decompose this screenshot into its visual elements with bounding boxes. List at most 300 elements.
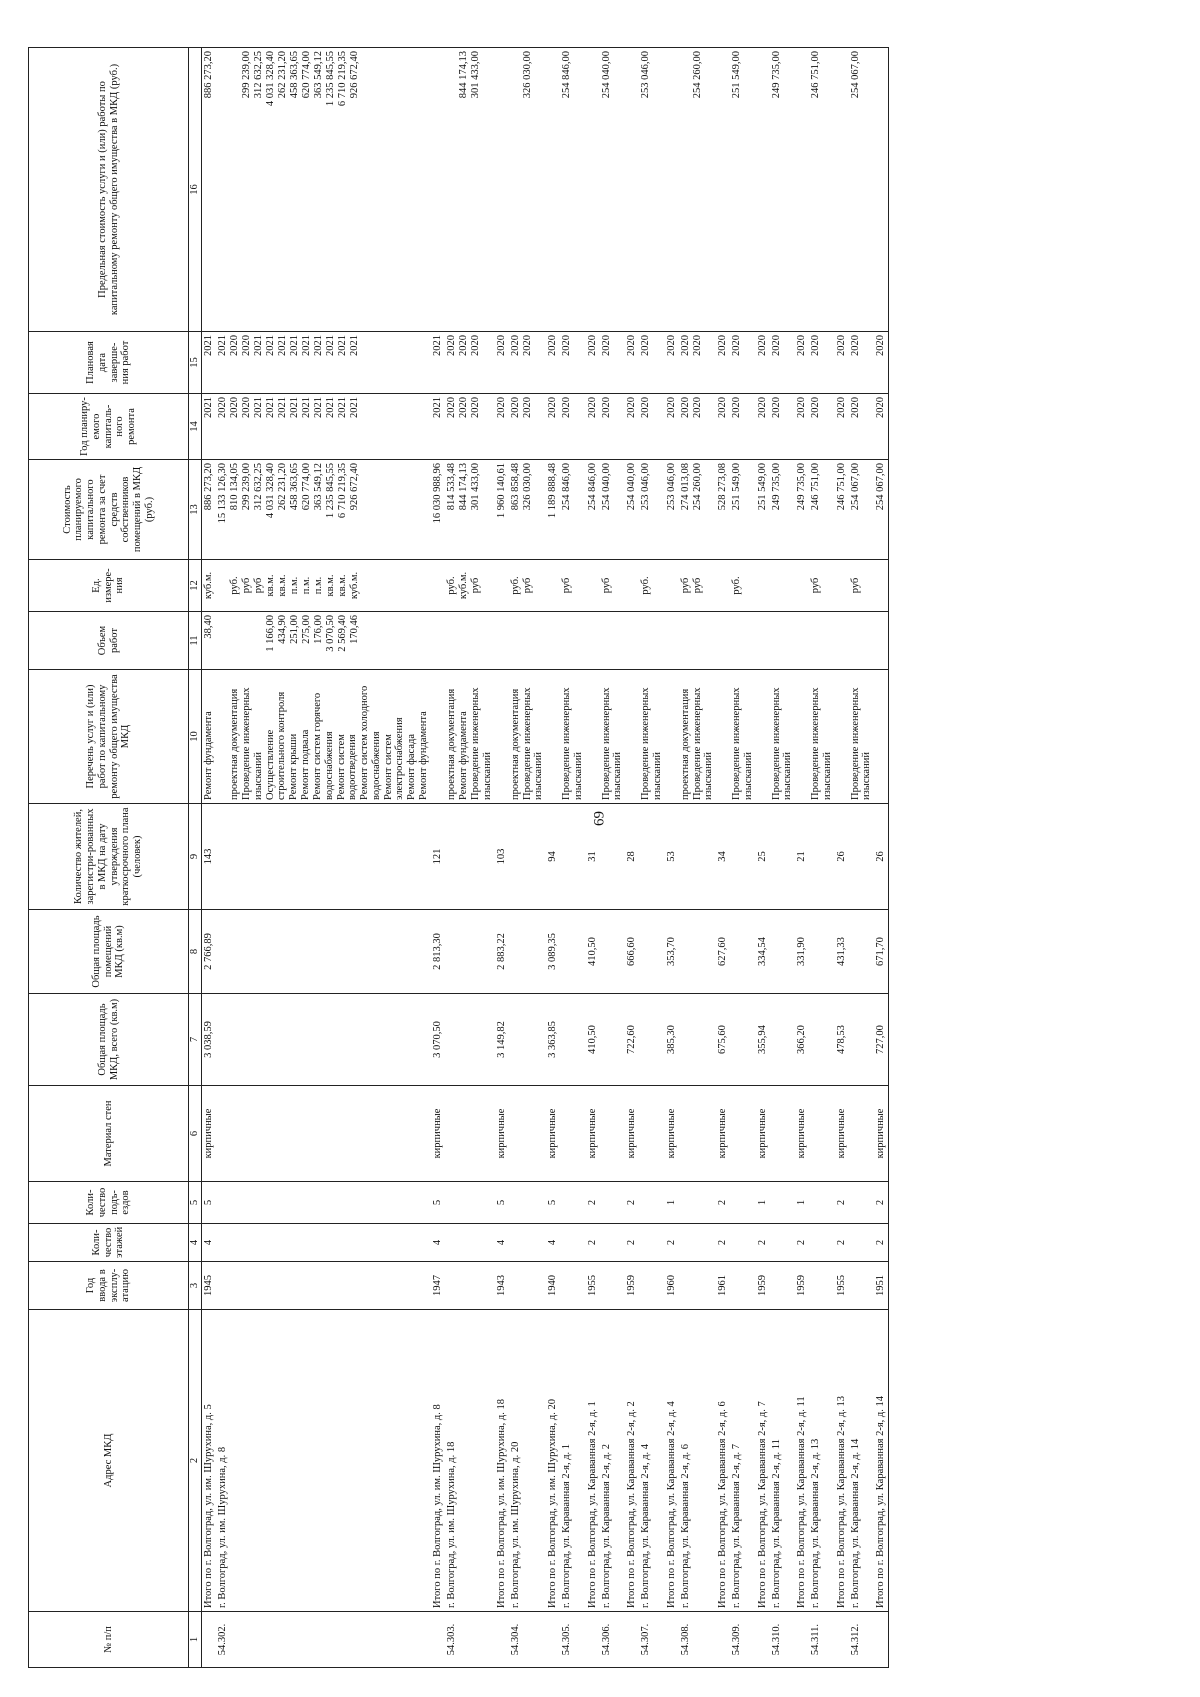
floors-cell <box>445 1224 495 1262</box>
works-cell <box>716 670 730 804</box>
works-cell <box>445 670 495 804</box>
unit-cell <box>600 560 626 612</box>
works-cell <box>770 670 796 804</box>
limit-cost-cell <box>560 48 586 332</box>
limit-cost-line: 1 235 845,55 <box>325 51 336 107</box>
row-number <box>495 1612 509 1668</box>
limit-cost-cell <box>600 48 626 332</box>
limit-cost-line: 254 067,00 <box>849 51 861 99</box>
volume-line <box>522 615 534 666</box>
premises-area-cell <box>770 910 796 994</box>
column-number: 2 <box>189 1310 202 1612</box>
limit-cost-cell <box>835 48 849 332</box>
wall-material-cell: кирпичные <box>874 1086 889 1182</box>
unit-line <box>875 563 887 608</box>
residents-cell: 103 <box>495 804 509 910</box>
total-area-cell: 675,60 <box>716 994 730 1086</box>
volume-line <box>510 615 522 666</box>
cost-line: 4 031 328,40 <box>265 463 276 519</box>
limit-cost-cell <box>770 48 796 332</box>
limit-cost-line <box>217 51 229 328</box>
works-line <box>875 673 887 800</box>
table-row <box>546 48 560 1668</box>
page-number: 69 <box>591 811 608 826</box>
cost-line: 863 858,48 <box>509 463 521 511</box>
floors-cell: 2 <box>795 1224 809 1262</box>
plan-year-line: 2020 <box>756 397 768 418</box>
end-date-line: 2020 <box>849 335 861 356</box>
limit-cost-line <box>717 51 729 328</box>
floors-cell <box>679 1224 717 1262</box>
limit-cost-cell <box>756 48 770 332</box>
limit-cost-line <box>796 51 808 328</box>
end-date-line: 2020 <box>731 335 742 356</box>
column-number: 4 <box>189 1224 202 1262</box>
cost-line: 886 273,20 <box>203 463 214 511</box>
premises-area-cell <box>216 910 431 994</box>
works-cell <box>546 670 560 804</box>
plan-year-cell <box>639 394 665 460</box>
unit-line: куб.м. <box>349 571 360 600</box>
end-date-cell <box>809 332 835 394</box>
year-cell: 1947 <box>431 1262 445 1310</box>
entrances-cell: 5 <box>546 1182 560 1224</box>
end-date-line: 2020 <box>561 335 572 356</box>
plan-year-line: 2020 <box>495 397 507 418</box>
total-area-cell: 727,00 <box>874 994 889 1086</box>
plan-year-line: 2020 <box>796 397 807 418</box>
volume-cell <box>874 612 889 670</box>
volume-line <box>666 615 678 666</box>
cost-line: 6 710 219,35 <box>337 463 348 519</box>
end-date-cell <box>509 332 547 394</box>
volume-cell <box>730 612 756 670</box>
end-date-line: 2020 <box>547 335 558 356</box>
limit-cost-cell <box>874 48 889 332</box>
premises-area-cell: 3 089,35 <box>546 910 560 994</box>
plan-year-line: 2020 <box>600 397 612 418</box>
plan-year-line: 2021 <box>253 397 264 418</box>
row-number <box>756 1612 770 1668</box>
wall-material-cell <box>679 1086 717 1182</box>
volume-line <box>810 615 822 666</box>
works-cell <box>202 670 217 804</box>
cost-line: 251 549,00 <box>756 463 768 511</box>
premises-area-cell <box>849 910 875 994</box>
address-cell: г. Волгоград, ул. Караванная 2-я, д. 14 <box>849 1310 875 1612</box>
cost-cell <box>730 460 756 560</box>
table-row <box>679 48 717 1668</box>
end-date-line: 2021 <box>301 335 312 356</box>
works-line: Проведение инженерных изысканий <box>691 687 715 800</box>
plan-year-line: 2021 <box>349 397 360 418</box>
table-row <box>495 48 509 1668</box>
plan-year-cell <box>730 394 756 460</box>
plan-year-cell <box>835 394 849 460</box>
table-row <box>835 48 849 1668</box>
limit-cost-line: 312 632,25 <box>253 51 264 99</box>
year-cell <box>639 1262 665 1310</box>
premises-area-cell: 671,70 <box>874 910 889 994</box>
unit-cell <box>835 560 849 612</box>
works-cell <box>509 670 547 804</box>
limit-cost-line <box>432 51 444 328</box>
limit-cost-cell <box>665 48 679 332</box>
premises-area-cell <box>730 910 756 994</box>
column-number: 13 <box>189 460 202 560</box>
plan-year-cell <box>600 394 626 460</box>
column-number: 16 <box>189 48 202 332</box>
row-number: 54.304. <box>509 1612 547 1668</box>
floors-cell <box>560 1224 586 1262</box>
works-cell <box>665 670 679 804</box>
end-date-line: 2020 <box>679 335 691 356</box>
wall-material-cell <box>560 1086 586 1182</box>
end-date-line: 2020 <box>770 335 782 356</box>
year-cell: 1959 <box>756 1262 770 1310</box>
volume-line <box>640 615 652 666</box>
table-row <box>625 48 639 1668</box>
entrances-cell: 2 <box>625 1182 639 1224</box>
works-line <box>666 673 678 800</box>
total-area-cell: 722,60 <box>625 994 639 1086</box>
total-area-cell <box>509 994 547 1086</box>
table-row <box>730 48 756 1668</box>
cost-line: 254 067,00 <box>849 463 861 511</box>
end-date-line: 2020 <box>756 335 768 356</box>
table-row <box>202 48 217 1668</box>
unit-cell <box>509 560 547 612</box>
limit-cost-line: 249 735,00 <box>770 51 782 99</box>
wall-material-cell <box>600 1086 626 1182</box>
premises-area-cell: 334,54 <box>756 910 770 994</box>
table-row <box>795 48 809 1668</box>
plan-year-line: 2020 <box>731 397 742 418</box>
plan-year-line: 2020 <box>810 397 821 418</box>
works-cell <box>849 670 875 804</box>
row-number <box>716 1612 730 1668</box>
end-date-cell <box>756 332 770 394</box>
works-line: Ремонт фундамента <box>458 711 469 800</box>
works-line: Проведение инженерных изысканий <box>810 687 833 800</box>
cost-line: 246 751,00 <box>835 463 847 511</box>
entrances-cell: 2 <box>874 1182 889 1224</box>
works-cell <box>835 670 849 804</box>
residents-cell: 25 <box>756 804 770 910</box>
cost-cell <box>216 460 431 560</box>
premises-area-cell: 666,60 <box>625 910 639 994</box>
unit-line: руб. <box>731 576 742 595</box>
end-date-line: 2021 <box>313 335 324 356</box>
plan-year-cell <box>216 394 431 460</box>
unit-line: руб <box>253 577 264 594</box>
cost-line: 312 632,25 <box>253 463 264 511</box>
total-area-cell: 366,20 <box>795 994 809 1086</box>
unit-cell <box>849 560 875 612</box>
end-date-cell <box>445 332 495 394</box>
table-row <box>639 48 665 1668</box>
limit-cost-line: 326 030,00 <box>521 51 533 99</box>
wall-material-cell <box>849 1086 875 1182</box>
residents-cell: 26 <box>874 804 889 910</box>
unit-line: руб. <box>229 576 240 595</box>
year-cell <box>679 1262 717 1310</box>
residents-cell <box>445 804 495 910</box>
unit-line: п.м. <box>301 576 312 595</box>
table-row <box>665 48 679 1668</box>
unit-cell <box>716 560 730 612</box>
cost-line: 1 960 140,61 <box>495 463 507 519</box>
unit-cell <box>679 560 717 612</box>
volume-line <box>217 615 229 666</box>
premises-area-cell <box>639 910 665 994</box>
premises-area-cell: 627,60 <box>716 910 730 994</box>
limit-cost-cell <box>809 48 835 332</box>
address-cell: г. Волгоград, ул. Караванная 2-я, д. 4 <box>639 1310 665 1612</box>
cost-cell <box>546 460 560 560</box>
row-number <box>202 1612 217 1668</box>
volume-cell <box>445 612 495 670</box>
total-area-cell: 410,50 <box>586 994 600 1086</box>
volume-line <box>731 615 743 666</box>
volume-line <box>561 615 573 666</box>
address-cell: г. Волгоград, ул. Караванная 2-я, д. 2 <box>600 1310 626 1612</box>
plan-year-line: 2020 <box>229 397 240 418</box>
end-date-line: 2020 <box>691 335 703 356</box>
limit-cost-line: 4 031 328,40 <box>265 51 276 107</box>
header-cell: Объем работ <box>29 612 189 670</box>
plan-year-line: 2020 <box>679 397 691 418</box>
unit-line: руб <box>691 577 703 594</box>
plan-year-line: 2020 <box>626 397 637 418</box>
end-date-cell <box>639 332 665 394</box>
address-cell: Итого по г. Волгоград, ул. Караванная 2-я, д. 2 <box>625 1310 639 1612</box>
limit-cost-line: 844 174,13 <box>458 51 469 99</box>
entrances-cell: 2 <box>716 1182 730 1224</box>
header-cell: Общая площадь МКД, всего (кв.м) <box>29 994 189 1086</box>
cost-line: 254 040,00 <box>600 463 612 511</box>
total-area-cell <box>600 994 626 1086</box>
works-line: Ремонт подвала <box>300 729 311 800</box>
works-line: Проведение инженерных изысканий <box>521 687 545 800</box>
works-line <box>626 673 638 800</box>
unit-cell <box>809 560 835 612</box>
plan-year-line: 2021 <box>265 397 276 418</box>
unit-cell <box>795 560 809 612</box>
column-number: 12 <box>189 560 202 612</box>
plan-year-line: 2021 <box>277 397 288 418</box>
limit-cost-line: 6 710 219,35 <box>337 51 348 107</box>
cost-cell <box>600 460 626 560</box>
volume-line <box>771 615 783 666</box>
cost-line: 254 040,00 <box>626 463 637 511</box>
residents-cell <box>509 804 547 910</box>
volume-line: 2 569,40 <box>337 615 348 652</box>
premises-area-cell <box>560 910 586 994</box>
table-row <box>216 48 431 1668</box>
works-line: Ремонт систем горячего водоснабжения <box>312 692 335 800</box>
volume-cell <box>679 612 717 670</box>
unit-line: руб <box>470 577 481 594</box>
works-cell <box>431 670 445 804</box>
volume-cell <box>835 612 849 670</box>
wall-material-cell: кирпичные <box>202 1086 217 1182</box>
plan-year-cell <box>560 394 586 460</box>
volume-cell <box>560 612 586 670</box>
volume-cell <box>546 612 560 670</box>
entrances-cell: 2 <box>586 1182 600 1224</box>
floors-cell <box>639 1224 665 1262</box>
year-cell <box>600 1262 626 1310</box>
works-line: Ремонт крыши <box>288 733 299 800</box>
works-cell <box>795 670 809 804</box>
end-date-line: 2020 <box>509 335 521 356</box>
limit-cost-line <box>680 51 692 328</box>
works-line: проектная документация <box>229 688 240 800</box>
cost-cell <box>445 460 495 560</box>
unit-line <box>836 563 848 608</box>
address-cell: г. Волгоград, ул. Караванная 2-я, д. 1 <box>560 1310 586 1612</box>
end-date-line: 2021 <box>253 335 264 356</box>
floors-cell: 2 <box>665 1224 679 1262</box>
floors-cell: 2 <box>874 1224 889 1262</box>
residents-cell <box>216 804 431 910</box>
wall-material-cell <box>509 1086 547 1182</box>
entrances-cell: 5 <box>431 1182 445 1224</box>
limit-cost-line: 926 672,40 <box>349 51 360 99</box>
works-cell <box>679 670 717 804</box>
limit-cost-line: 620 774,00 <box>301 51 312 99</box>
cost-line: 16 030 988,96 <box>432 463 443 524</box>
end-date-cell <box>495 332 509 394</box>
works-cell <box>809 670 835 804</box>
end-date-cell <box>730 332 756 394</box>
plan-year-cell <box>795 394 809 460</box>
table-row <box>756 48 770 1668</box>
floors-cell <box>730 1224 756 1262</box>
year-cell <box>445 1262 495 1310</box>
cost-line: 926 672,40 <box>349 463 360 511</box>
end-date-cell <box>625 332 639 394</box>
year-cell <box>509 1262 547 1310</box>
limit-cost-line: 363 549,12 <box>313 51 324 99</box>
end-date-line: 2020 <box>640 335 651 356</box>
works-line <box>547 673 559 800</box>
end-date-cell <box>600 332 626 394</box>
plan-year-line: 2020 <box>665 397 677 418</box>
limit-cost-line: 246 751,00 <box>810 51 821 99</box>
end-date-cell <box>665 332 679 394</box>
volume-cell <box>639 612 665 670</box>
volume-cell <box>216 612 431 670</box>
unit-line <box>432 563 444 608</box>
floors-cell <box>600 1224 626 1262</box>
limit-cost-line <box>875 51 887 328</box>
end-date-line: 2021 <box>289 335 300 356</box>
total-area-cell: 355,94 <box>756 994 770 1086</box>
unit-cell <box>546 560 560 612</box>
plan-year-cell <box>756 394 770 460</box>
cost-line: 254 846,00 <box>586 463 598 511</box>
address-cell: Итого по г. Волгоград, ул. им. Шурухина, д. 20 <box>546 1310 560 1612</box>
address-cell: г. Волгоград, ул. им. Шурухина, д. 20 <box>509 1310 547 1612</box>
floors-cell: 2 <box>835 1224 849 1262</box>
address-cell: Итого по г. Волгоград, ул. Караванная 2-я, д. 13 <box>835 1310 849 1612</box>
limit-cost-line: 886 273,20 <box>203 51 214 99</box>
unit-cell <box>495 560 509 612</box>
end-date-cell <box>795 332 809 394</box>
total-area-cell: 3 363,85 <box>546 994 560 1086</box>
works-line: Ремонт систем электроснабжения <box>382 717 406 800</box>
volume-line: 3 070,50 <box>325 615 336 652</box>
works-line <box>496 673 508 800</box>
volume-cell <box>795 612 809 670</box>
wall-material-cell: кирпичные <box>431 1086 445 1182</box>
plan-year-cell <box>679 394 717 460</box>
wall-material-cell <box>809 1086 835 1182</box>
cost-line: 1 189 888,48 <box>547 463 558 519</box>
volume-line <box>587 615 599 666</box>
end-date-line: 2021 <box>337 335 348 356</box>
column-number: 1 <box>189 1612 202 1668</box>
limit-cost-cell <box>202 48 217 332</box>
plan-year-line: 2020 <box>835 397 847 418</box>
plan-year-line: 2020 <box>470 397 481 418</box>
total-area-cell <box>445 994 495 1086</box>
end-date-line: 2021 <box>217 335 228 356</box>
wall-material-cell: кирпичные <box>495 1086 509 1182</box>
end-date-line: 2020 <box>600 335 612 356</box>
limit-cost-line: 254 260,00 <box>691 51 703 99</box>
row-number: 54.306. <box>600 1612 626 1668</box>
column-number: 7 <box>189 994 202 1086</box>
wall-material-cell: кирпичные <box>716 1086 730 1182</box>
volume-line: 176,00 <box>313 615 324 644</box>
entrances-cell: 5 <box>202 1182 217 1224</box>
volume-cell <box>849 612 875 670</box>
unit-line <box>626 563 638 608</box>
cost-line: 274 013,08 <box>679 463 691 511</box>
unit-line: руб <box>849 577 861 594</box>
works-line: Проведение инженерных изысканий <box>600 687 624 800</box>
unit-cell <box>560 560 586 612</box>
floors-cell: 4 <box>495 1224 509 1262</box>
wall-material-cell: кирпичные <box>625 1086 639 1182</box>
plan-year-cell <box>495 394 509 460</box>
unit-cell <box>756 560 770 612</box>
plan-year-cell <box>202 394 217 460</box>
unit-cell <box>625 560 639 612</box>
unit-cell <box>216 560 431 612</box>
volume-line <box>836 615 848 666</box>
unit-line: п.м. <box>289 576 300 595</box>
wall-material-cell: кирпичные <box>546 1086 560 1182</box>
volume-line <box>446 615 458 666</box>
total-area-cell <box>639 994 665 1086</box>
unit-line: кв.м. <box>337 574 348 597</box>
premises-area-cell <box>445 910 495 994</box>
volume-cell <box>809 612 835 670</box>
floors-cell <box>216 1224 431 1262</box>
row-number: 54.303. <box>445 1612 495 1668</box>
plan-year-cell <box>546 394 560 460</box>
works-line: Проведение инженерных изысканий <box>241 687 264 800</box>
works-cell <box>756 670 770 804</box>
end-date-cell <box>874 332 889 394</box>
works-line <box>796 673 808 800</box>
year-cell <box>809 1262 835 1310</box>
address-cell: Итого по г. Волгоград, ул. Караванная 2-я, д. 7 <box>756 1310 770 1612</box>
